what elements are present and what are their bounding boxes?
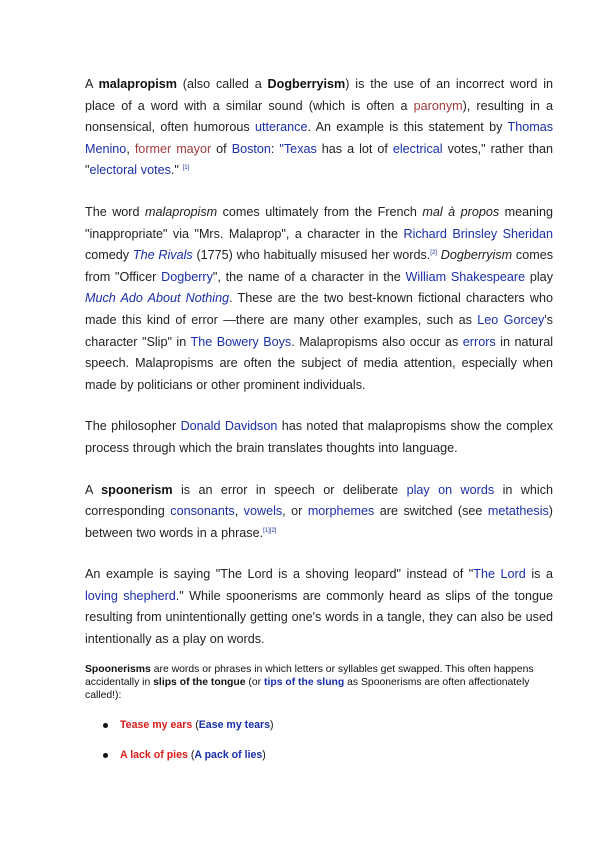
link-vowels[interactable]: vowels	[243, 504, 283, 519]
link-electrical[interactable]: electrical	[392, 141, 443, 156]
link-thomas-menino[interactable]: Thomas Menino	[85, 120, 553, 156]
link-william-shakespeare[interactable]: William Shakespeare	[405, 269, 526, 284]
link-texas[interactable]: Texas	[283, 141, 317, 156]
list-item: Tease my ears (Ease my tears)	[85, 718, 553, 732]
link-the-rivals[interactable]: The Rivals	[132, 248, 193, 263]
term-spoonerism: spoonerism	[101, 482, 173, 497]
link-leo-gorcey[interactable]: Leo Gorcey	[477, 312, 545, 327]
link-donald-davidson[interactable]: Donald Davidson	[180, 419, 278, 434]
spoonerism-note: Spoonerisms are words or phrases in which letters or syllables get swapped. This often happens accidentally in slips of the tongue (or tips of the slung as Spoonerisms are often affectionately called!):	[85, 663, 534, 701]
citation-1-2[interactable]: [1][2]	[263, 527, 277, 534]
link-much-ado-about-nothing[interactable]: Much Ado About Nothing	[85, 291, 230, 306]
link-dogberry[interactable]: Dogberry	[161, 269, 213, 284]
swapped-phrase: Tease my ears	[120, 718, 193, 731]
link-errors[interactable]: errors	[462, 334, 496, 349]
original-phrase: Ease my tears	[198, 718, 270, 731]
paragraph-davidson: The philosopher Donald Davidson has noted that malapropisms show the complex process through which the brain translates thoughts into language.	[85, 419, 554, 455]
link-quote-open[interactable]: "	[279, 141, 284, 156]
phrase-mal-a-propos: mal à propos	[422, 204, 500, 219]
link-play-on-words[interactable]: play on words	[406, 482, 495, 497]
paragraph-malapropism-definition: A malapropism (also called a Dogberryism) is the use of an incorrect word in place of a word with a similar sound (which is often a paronym), resulting in a nonsensical, often humorous utterance. An example is this statement by Thomas Menino, former mayor of Boston: "Texas has a lot of electrical votes," rather than "electoral votes." [1]	[85, 77, 554, 178]
term-spoonerisms: Spoonerisms	[85, 663, 151, 675]
citation-1[interactable]: [1]	[182, 165, 190, 172]
term-dogberryism-italic: Dogberryism	[440, 248, 513, 263]
link-electoral-votes[interactable]: electoral votes	[89, 163, 171, 178]
bullet-icon	[103, 753, 108, 758]
term-dogberryism: Dogberryism	[267, 77, 346, 91]
term-slips-of-the-tongue: slips of the tongue	[153, 676, 246, 688]
link-boston[interactable]: Boston	[231, 141, 271, 156]
link-metathesis[interactable]: metathesis	[487, 504, 549, 519]
swapped-phrase: A lack of pies	[120, 748, 188, 761]
term-malapropism: malapropism	[98, 77, 177, 91]
link-the-bowery-boys[interactable]: The Bowery Boys	[190, 334, 292, 349]
link-morphemes[interactable]: morphemes	[307, 504, 375, 519]
term-tips-of-the-slung: tips of the slung	[264, 676, 345, 688]
list-item: A lack of pies (A pack of lies)	[85, 748, 553, 762]
link-loving-shepherd[interactable]: loving shepherd	[85, 588, 176, 603]
spoonerism-examples-list	[85, 718, 553, 762]
link-richard-brinsley-sheridan[interactable]: Richard Brinsley Sheridan	[403, 226, 553, 241]
paragraph-spoonerism-example: An example is saying "The Lord is a shoving leopard" instead of "The Lord is a loving shepherd." While spoonerisms are commonly heard as slips of the tongue resulting from unintentionally getting one's words in a tangle, they can also be used intentionally as a play on words.	[85, 567, 554, 647]
bullet-icon	[103, 723, 108, 728]
link-the-lord[interactable]: The Lord	[473, 567, 526, 582]
paragraph-malapropism-origin: The word malapropism comes ultimately from the French mal à propos meaning "inappropriate" via "Mrs. Malaprop", a character in the Richard Brinsley Sheridan comedy The Rivals (1775) who habitually misused her words.[2] Dogberryism comes from "Officer Dogberry", the name of a character in the William Shakespeare play Much Ado About Nothing. These are the two best-known fictional characters who made this kind of error —there are many other examples, such as Leo Gorcey's character "Slip" in The Bowery Boys. Malapropisms also occur as errors in natural speech. Malapropisms are often the subject of media attention, especially when made by politicians or other prominent individuals.	[85, 204, 554, 392]
link-former-mayor[interactable]: former mayor	[134, 141, 212, 156]
article-body	[85, 74, 553, 762]
original-phrase: A pack of lies	[194, 748, 263, 761]
citation-2[interactable]: [2]	[430, 250, 437, 257]
link-utterance[interactable]: utterance	[254, 120, 308, 135]
term-malapropism-italic: malapropism	[145, 204, 218, 219]
link-consonants[interactable]: consonants	[170, 504, 235, 519]
link-paronym[interactable]: paronym	[413, 98, 463, 113]
paragraph-spoonerism-definition: A spoonerism is an error in speech or deliberate play on words in which corresponding consonants, vowels, or morphemes are switched (see metathesis) between two words in a phrase.[1][2]	[85, 482, 553, 540]
